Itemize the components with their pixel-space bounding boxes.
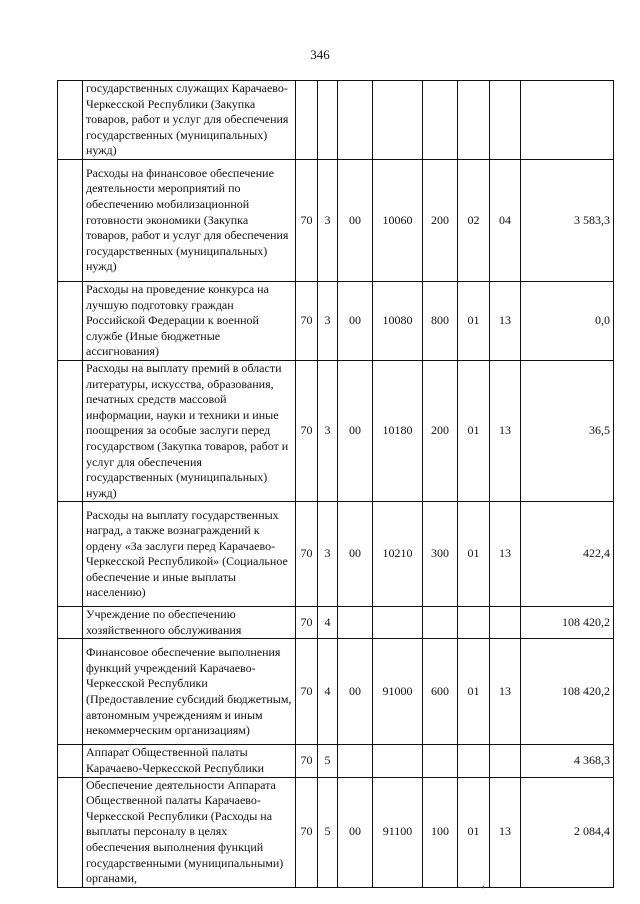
pr-code-cell: 13 <box>490 360 521 501</box>
row-number-cell <box>58 502 83 607</box>
gp-code-cell: 70 <box>296 159 318 281</box>
om-code-cell: 00 <box>338 159 373 281</box>
om-code-cell: 00 <box>338 502 373 607</box>
pr-code-cell <box>490 607 521 639</box>
table-row <box>58 81 614 160</box>
dir-code-cell: 91100 <box>373 777 423 887</box>
expense-name-cell: Финансовое обеспечение выполнения функций учреждений Карачаево-Черкесской Республики (Предоставление субсидий бюджетным, автономным учреждениям и иным некоммерческим организациям) <box>83 639 296 745</box>
om-code-cell: 00 <box>338 777 373 887</box>
dir-code-cell: 10180 <box>373 360 423 501</box>
scan-mark: , <box>482 878 485 890</box>
pr-code-cell: 13 <box>490 281 521 360</box>
row-number-cell <box>58 281 83 360</box>
amount-cell: 108 420,2 <box>521 639 614 745</box>
dir-code-cell: 10060 <box>373 159 423 281</box>
expense-name-cell: Расходы на проведение конкурса на лучшую подготовку граждан Российской Федерации к военной службе (Иные бюджетные ассигнования) <box>83 281 296 360</box>
dir-code-cell: 91000 <box>373 639 423 745</box>
pp-code-cell: 4 <box>318 607 338 639</box>
page-number: 346 <box>310 47 330 62</box>
table-row <box>58 360 614 501</box>
gp-code-cell: 70 <box>296 745 318 777</box>
om-code-cell: 00 <box>338 281 373 360</box>
pp-code-cell: 3 <box>318 281 338 360</box>
pr-code-cell: 13 <box>490 777 521 887</box>
om-code-cell <box>338 81 373 160</box>
gp-code-cell: 70 <box>296 502 318 607</box>
amount-cell: 4 368,3 <box>521 745 614 777</box>
row-number-cell <box>58 81 83 160</box>
rz-code-cell: 01 <box>458 281 490 360</box>
table-row <box>58 777 614 887</box>
budget-table-body <box>58 81 614 888</box>
table-row <box>58 745 614 777</box>
gp-code-cell: 70 <box>296 607 318 639</box>
pp-code-cell <box>318 81 338 160</box>
row-number-cell <box>58 639 83 745</box>
vr-code-cell <box>423 745 458 777</box>
amount-cell <box>521 81 614 160</box>
rz-code-cell: 02 <box>458 159 490 281</box>
pp-code-cell: 3 <box>318 360 338 501</box>
rz-code-cell <box>458 745 490 777</box>
pp-code-cell: 5 <box>318 745 338 777</box>
expense-name-cell: государственных служащих Карачаево-Черкесской Республики (Закупка товаров, работ и услуг для обеспечения государственных (муниципальных) нужд) <box>83 81 296 160</box>
amount-cell: 36,5 <box>521 360 614 501</box>
table-row <box>58 281 614 360</box>
amount-cell: 108 420,2 <box>521 607 614 639</box>
expense-name-cell: Учреждение по обеспечению хозяйственного обслуживания <box>83 607 296 639</box>
vr-code-cell: 200 <box>423 159 458 281</box>
vr-code-cell: 200 <box>423 360 458 501</box>
dir-code-cell: 10210 <box>373 502 423 607</box>
vr-code-cell <box>423 607 458 639</box>
amount-cell: 3 583,3 <box>521 159 614 281</box>
vr-code-cell: 800 <box>423 281 458 360</box>
pp-code-cell: 3 <box>318 502 338 607</box>
rz-code-cell: 01 <box>458 639 490 745</box>
row-number-cell <box>58 745 83 777</box>
gp-code-cell: 70 <box>296 639 318 745</box>
rz-code-cell: 01 <box>458 502 490 607</box>
pr-code-cell: 13 <box>490 639 521 745</box>
pr-code-cell <box>490 81 521 160</box>
rz-code-cell <box>458 607 490 639</box>
amount-cell: 0,0 <box>521 281 614 360</box>
dir-code-cell <box>373 607 423 639</box>
vr-code-cell: 100 <box>423 777 458 887</box>
row-number-cell <box>58 360 83 501</box>
expense-name-cell: Расходы на финансовое обеспечение деятельности мероприятий по обеспечению мобилизационной готовности экономики (Закупка товаров, работ и услуг для обеспечения государственных (муниципальных) нужд) <box>83 159 296 281</box>
vr-code-cell: 300 <box>423 502 458 607</box>
gp-code-cell: 70 <box>296 360 318 501</box>
gp-code-cell: 70 <box>296 777 318 887</box>
vr-code-cell <box>423 81 458 160</box>
table-row <box>58 607 614 639</box>
vr-code-cell: 600 <box>423 639 458 745</box>
gp-code-cell <box>296 81 318 160</box>
om-code-cell: 00 <box>338 639 373 745</box>
expense-name-cell: Аппарат Общественной палаты Карачаево-Черкесской Республики <box>83 745 296 777</box>
pp-code-cell: 4 <box>318 639 338 745</box>
row-number-cell <box>58 777 83 887</box>
rz-code-cell: 01 <box>458 360 490 501</box>
row-number-cell <box>58 607 83 639</box>
expense-name-cell: Обеспечение деятельности Аппарата Общественной палаты Карачаево-Черкесской Республики (Расходы на выплаты персоналу в целях обеспечения выполнения функций государственными (муниципальными) органами, <box>83 777 296 887</box>
rz-code-cell: 01 <box>458 777 490 887</box>
om-code-cell <box>338 607 373 639</box>
dir-code-cell <box>373 745 423 777</box>
amount-cell: 422,4 <box>521 502 614 607</box>
dir-code-cell: 10080 <box>373 281 423 360</box>
pr-code-cell: 13 <box>490 502 521 607</box>
table-row <box>58 159 614 281</box>
om-code-cell <box>338 745 373 777</box>
amount-cell: 2 084,4 <box>521 777 614 887</box>
pp-code-cell: 5 <box>318 777 338 887</box>
row-number-cell <box>58 159 83 281</box>
budget-table <box>57 80 614 888</box>
expense-name-cell: Расходы на выплату государственных наград, а также вознаграждений к ордену «За заслуги перед Карачаево-Черкесской Республикой» (Социальное обеспечение и иные выплаты населению) <box>83 502 296 607</box>
pr-code-cell: 04 <box>490 159 521 281</box>
table-row <box>58 639 614 745</box>
table-row <box>58 502 614 607</box>
pp-code-cell: 3 <box>318 159 338 281</box>
gp-code-cell: 70 <box>296 281 318 360</box>
pr-code-cell <box>490 745 521 777</box>
om-code-cell: 00 <box>338 360 373 501</box>
expense-name-cell: Расходы на выплату премий в области литературы, искусства, образования, печатных средств массовой информации, науки и техники и иные поощрения за особые заслуги перед государством (Закупка товаров, работ и услуг для обеспечения государственных (муниципальных) нужд) <box>83 360 296 501</box>
dir-code-cell <box>373 81 423 160</box>
rz-code-cell <box>458 81 490 160</box>
